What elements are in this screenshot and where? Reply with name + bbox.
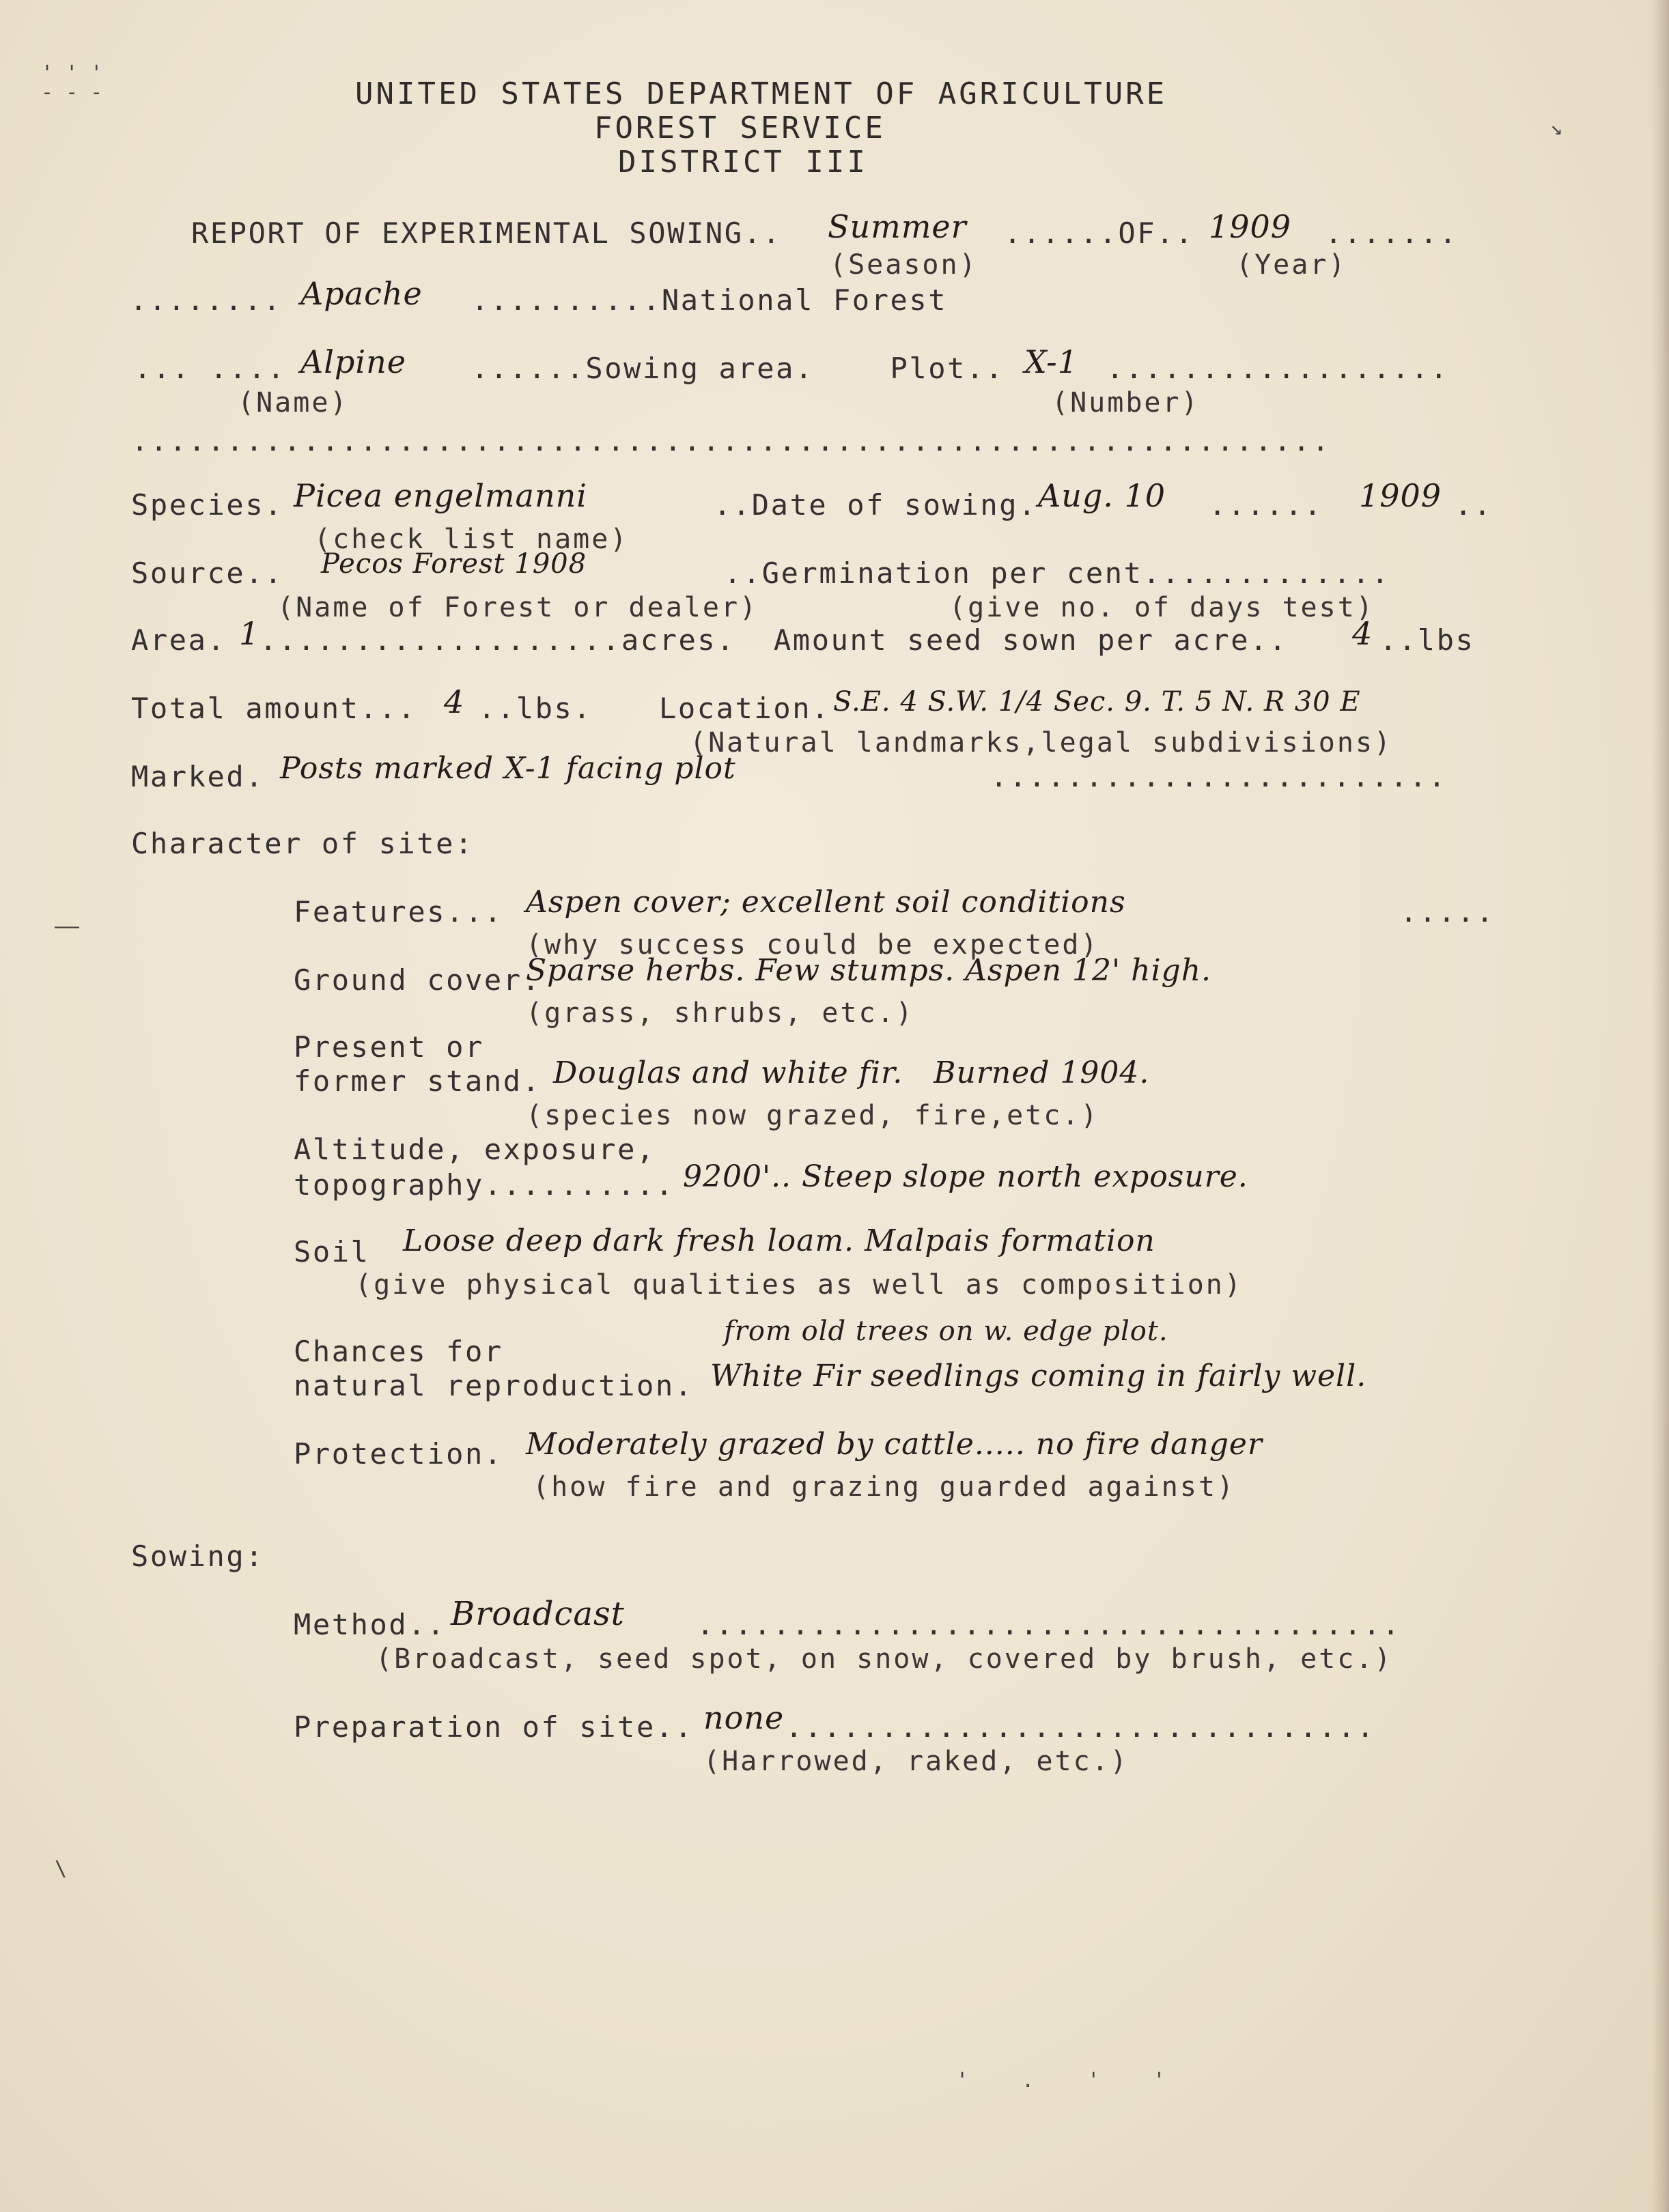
total-unit: ..lbs. (478, 692, 593, 725)
area-lead: ... .... (134, 352, 287, 385)
forest-name: Apache (300, 275, 423, 312)
soil-hint: (give physical qualities as well as composition) (355, 1269, 1243, 1301)
stand-label-2: former stand. (294, 1064, 542, 1098)
features-trail: ..... (1400, 895, 1496, 928)
stand-hint: (species now grazed, fire,etc.) (526, 1100, 1099, 1131)
preparation-label: Preparation of site.. (294, 1710, 694, 1744)
source-value: Pecos Forest 1908 (321, 548, 587, 580)
soil-label: Soil (294, 1235, 370, 1268)
preparation-value: none (703, 1699, 785, 1736)
chances-value-line-1: from old trees on w. edge plot. (724, 1316, 1168, 1347)
stray-mark-top-right: ↘ (1550, 116, 1563, 140)
stray-mark-bottom-row: ' . ' ' (956, 2069, 1186, 2093)
features-value: Aspen cover; excellent soil conditions (526, 885, 1126, 920)
altitude-value: 9200'.. Steep slope north exposure. (683, 1159, 1248, 1194)
features-label: Features... (294, 895, 503, 928)
acreage-mid: ...................acres. Amount seed sown per acre.. (260, 623, 1288, 657)
marked-label: Marked. (131, 760, 265, 793)
dotted-rule: ............................................................... (131, 424, 1331, 457)
report-year: 1909 (1209, 208, 1292, 245)
forest-label: ..........National Forest (471, 283, 948, 317)
species-trail: .. (1455, 488, 1493, 522)
season-hint: (Season) (830, 249, 978, 281)
chances-label-2: natural reproduction. (294, 1369, 694, 1402)
character-label: Character of site: (131, 827, 474, 860)
name-hint: (Name) (238, 387, 349, 419)
method-hint: (Broadcast, seed spot, on snow, covered by brush, etc.) (376, 1643, 1393, 1675)
forest-lead: ........ (130, 283, 283, 317)
total-label: Total amount... (131, 692, 417, 725)
preparation-hint: (Harrowed, raked, etc.) (703, 1746, 1129, 1777)
source-sep: ..Germination per cent............. (724, 556, 1391, 590)
marked-value: Posts marked X-1 facing plot (280, 751, 736, 786)
report-trail: ....... (1325, 216, 1459, 250)
report-prefix: REPORT OF EXPERIMENTAL SOWING.. (191, 216, 782, 250)
species-label: Species. (131, 488, 284, 522)
preparation-trail: ............................... (785, 1710, 1376, 1744)
amount-per-acre: 4 (1352, 615, 1373, 652)
number-hint: (Number) (1052, 387, 1200, 419)
species-sep: ..Date of sowing. (714, 488, 1038, 522)
ground-hint: (grass, shrubs, etc.) (526, 997, 914, 1029)
ground-label: Ground cover. (294, 963, 542, 997)
species-hint: (check list name) (314, 524, 629, 555)
header-district: DISTRICT III (618, 145, 868, 180)
features-hint: (why success could be expected) (526, 929, 1099, 961)
acreage-value: 1 (239, 615, 260, 652)
acreage-label: Area. (131, 623, 227, 657)
stray-mark-top-left: ' ' ' (41, 61, 103, 85)
soil-value: Loose deep dark fresh loam. Malpais formation (403, 1223, 1155, 1258)
chances-value-line-2: White Fir seedlings coming in fairly well. (710, 1359, 1367, 1393)
header-department: UNITED STATES DEPARTMENT OF AGRICULTURE (355, 76, 1168, 111)
sowing-date: Aug. 10 (1038, 477, 1166, 514)
marked-trail: ........................ (990, 760, 1448, 793)
species-value: Picea engelmanni (294, 477, 587, 514)
report-season: Summer (828, 208, 967, 245)
amount-unit: ..lbs (1379, 623, 1475, 657)
area-label: ......Sowing area. Plot.. (471, 352, 1005, 385)
total-value: 4 (444, 683, 465, 720)
sowing-year: 1909 (1359, 477, 1442, 514)
method-trail: ..................................... (697, 1608, 1401, 1641)
source-hint: (Name of Forest or dealer) (277, 592, 759, 623)
plot-number: X-1 (1024, 343, 1078, 380)
header-service: FOREST SERVICE (594, 111, 886, 145)
stray-mark-dash: —— (55, 915, 80, 939)
species-mid: ...... (1209, 488, 1323, 522)
source-hint-days: (give no. of days test) (949, 592, 1375, 623)
source-label: Source.. (131, 556, 284, 590)
method-label: Method.. (294, 1608, 447, 1641)
stand-value: Douglas and white fir. Burned 1904. (553, 1055, 1150, 1090)
stray-mark-left-bottom: \ (55, 1857, 68, 1881)
location-label: Location. (659, 692, 830, 725)
altitude-label-1: Altitude, exposure, (294, 1133, 656, 1166)
report-of-label: ......OF.. (1004, 216, 1194, 250)
method-value: Broadcast (451, 1595, 625, 1633)
ground-value: Sparse herbs. Few stumps. Aspen 12' high. (526, 953, 1212, 988)
protection-hint: (how fire and grazing guarded against) (533, 1471, 1236, 1503)
stray-mark-top-left-dash: - - - (41, 81, 103, 104)
altitude-label-2: topography.......... (294, 1168, 675, 1202)
protection-value: Moderately grazed by cattle..... no fire danger (526, 1427, 1263, 1462)
page-edge-shadow (1651, 0, 1669, 2212)
location-value: S.E. 4 S.W. 1/4 Sec. 9. T. 5 N. R 30 E (833, 686, 1361, 718)
chances-label-1: Chances for (294, 1335, 503, 1368)
year-hint: (Year) (1236, 249, 1347, 281)
sowing-label: Sowing: (131, 1540, 265, 1573)
area-name: Alpine (300, 343, 406, 380)
protection-label: Protection. (294, 1437, 503, 1471)
stand-label-1: Present or (294, 1030, 484, 1064)
area-trail: .................. (1106, 352, 1449, 385)
location-hint: (Natural landmarks,legal subdivisions) (690, 727, 1393, 758)
